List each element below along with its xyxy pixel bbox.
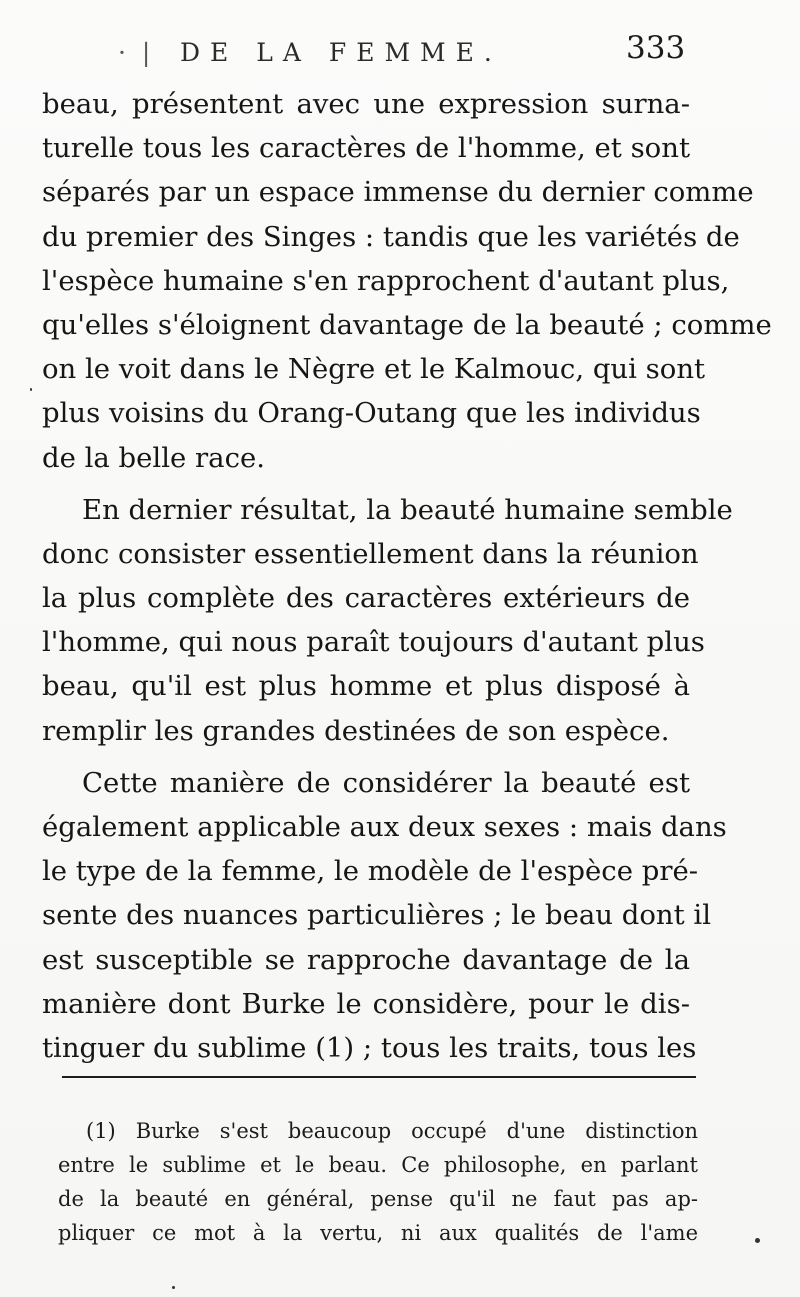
text-line: turelle tous les caractères de l'homme, et sont bbox=[42, 132, 690, 165]
text-line: est susceptible se rapproche davantage de la bbox=[42, 943, 690, 976]
ink-speck bbox=[755, 1238, 760, 1243]
paragraph-start-line: Cette manière de considérer la beauté est bbox=[82, 766, 690, 799]
ink-speck bbox=[30, 388, 32, 391]
text-line: tinguer du sublime (1) ; tous les traits, tous les bbox=[42, 1031, 697, 1064]
text-line: qu'elles s'éloignent davantage de la beauté ; comme bbox=[42, 308, 772, 341]
footnote-divider bbox=[62, 1076, 696, 1078]
text-line: du premier des Singes : tandis que les variétés de bbox=[42, 220, 740, 253]
footnote-line: (1) Burke s'est beaucoup occupé d'une distinction bbox=[86, 1119, 698, 1143]
footnote-line: de la beauté en général, pense qu'il ne faut pas ap- bbox=[58, 1187, 698, 1211]
text-line: séparés par un espace immense du dernier comme bbox=[42, 176, 754, 209]
page-number: 333 bbox=[626, 30, 686, 66]
paragraph-start-line: En dernier résultat, la beauté humaine semble bbox=[82, 493, 733, 526]
text-line: beau, présentent avec une expression surna- bbox=[42, 88, 690, 120]
ink-speck bbox=[172, 1286, 175, 1289]
text-line: donc consister essentiellement dans la réunion bbox=[42, 537, 699, 570]
main-text bbox=[42, 82, 772, 1070]
footnote-line: entre le sublime et le beau. Ce philosophe, en parlant bbox=[58, 1153, 698, 1177]
running-head-title: DE LA FEMME. bbox=[180, 38, 502, 67]
text-line: également applicable aux deux sexes : mais dans bbox=[42, 811, 727, 843]
text-line: remplir les grandes destinées de son espèce. bbox=[42, 714, 670, 747]
text-line: l'homme, qui nous paraît toujours d'autant plus bbox=[42, 626, 705, 659]
header-ornament: · | bbox=[118, 38, 155, 67]
text-line: la plus complète des caractères extérieurs de bbox=[42, 582, 690, 615]
text-line: le type de la femme, le modèle de l'espèce pré- bbox=[42, 855, 699, 888]
text-line: on le voit dans le Nègre et le Kalmouc, qui sont bbox=[42, 353, 706, 386]
text-line: manière dont Burke le considère, pour le dis- bbox=[42, 987, 690, 1020]
running-head bbox=[118, 38, 520, 67]
text-line: de la belle race. bbox=[42, 441, 265, 474]
text-line: sente des nuances particulières ; le beau dont il bbox=[42, 899, 711, 932]
text-line: l'espèce humaine s'en rapprochent d'autant plus, bbox=[42, 264, 730, 297]
footnote bbox=[58, 1114, 698, 1250]
text-line: beau, qu'il est plus homme et plus disposé à bbox=[42, 670, 690, 703]
footnote-line: pliquer ce mot à la vertu, ni aux qualités de l'ame bbox=[58, 1221, 698, 1245]
text-line: plus voisins du Orang-Outang que les individus bbox=[42, 397, 701, 430]
